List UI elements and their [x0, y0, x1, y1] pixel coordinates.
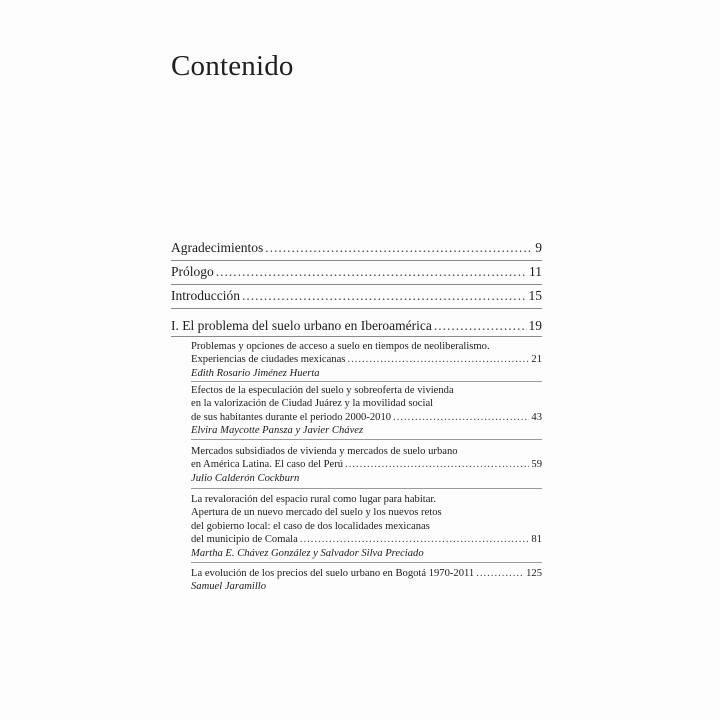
toc-entry-page: 15: [528, 288, 542, 303]
toc-article-line: Efectos de la especulación del suelo y sobreoferta de vivienda: [191, 385, 454, 396]
dot-leader: [347, 353, 529, 366]
toc-article-text: del municipio de Comala: [191, 534, 298, 546]
toc-entry-introduccion[interactable]: [171, 288, 542, 304]
toc-article-1[interactable]: [191, 340, 542, 380]
toc-article-line: Mercados subsidiados de vivienda y mercados de suelo urbano: [191, 446, 458, 457]
divider: [171, 336, 542, 337]
toc-chapter-label: I. El problema del suelo urbano en Iberoamérica: [171, 318, 432, 333]
dot-leader: [242, 288, 527, 304]
toc-entry-label: Prólogo: [171, 264, 214, 279]
dot-leader: [345, 458, 529, 471]
toc-article-last-line: [191, 458, 542, 471]
toc-entry-label: Agradecimientos: [171, 240, 264, 255]
toc-article-author: Edith Rosario Jiménez Huerta: [191, 367, 320, 379]
toc-article-text: de sus habitantes durante el periodo 2000-2010: [191, 411, 392, 423]
dot-leader: [216, 264, 527, 280]
toc-article-4[interactable]: [191, 493, 542, 560]
dot-leader: [300, 533, 530, 546]
toc-article-line: en la valorización de Ciudad Juárez y la movilidad social: [191, 398, 434, 410]
toc-article-page: 43: [531, 411, 542, 423]
dot-leader: [434, 318, 527, 334]
divider: [171, 308, 542, 309]
toc-article-last-line: [191, 353, 542, 366]
toc-article-3[interactable]: [191, 445, 542, 485]
divider: [191, 562, 542, 563]
toc-article-last-line: [191, 411, 542, 424]
toc-article-line: Problemas y opciones de acceso a suelo en tiempos de neoliberalismo.: [191, 341, 490, 352]
toc-entry-agradecimientos[interactable]: [171, 240, 542, 256]
toc-article-line: del gobierno local: el caso de dos localidades mexicanas: [191, 520, 430, 532]
toc-article-last-line: [191, 533, 542, 546]
toc-article-author: Samuel Jaramillo: [191, 581, 267, 593]
divider: [191, 439, 542, 440]
dot-leader: [476, 567, 524, 580]
toc-chapter-page: 19: [528, 318, 542, 333]
toc-entry-page: 11: [529, 264, 542, 279]
divider: [191, 381, 542, 382]
toc-entry-page: 9: [535, 240, 542, 255]
toc-article-text: en América Latina. El caso del Perú: [191, 459, 344, 471]
toc-entry-prologo[interactable]: [171, 264, 542, 280]
toc-article-2[interactable]: [191, 384, 542, 438]
toc-chapter-1[interactable]: [171, 318, 542, 334]
toc-article-page: 125: [526, 568, 542, 579]
toc-article-5[interactable]: [191, 567, 542, 594]
divider: [171, 284, 542, 285]
toc-article-page: 21: [531, 354, 542, 366]
toc-article-page: 81: [531, 534, 542, 546]
toc-article-author: Julio Calderón Cockburn: [191, 472, 300, 484]
toc-article-line: La revaloración del espacio rural como lugar para habitar.: [191, 494, 437, 505]
toc-article-line: Apertura de un nuevo mercado del suelo y los nuevos retos: [191, 507, 442, 519]
divider: [191, 488, 542, 489]
toc-article-author: Martha E. Chávez González y Salvador Silva Preciado: [191, 547, 424, 559]
toc-entry-label: Introducción: [171, 288, 240, 303]
dot-leader: [393, 411, 529, 424]
toc-article-page: 59: [531, 459, 542, 471]
divider: [171, 260, 542, 261]
toc-article-author: Elvira Maycotte Pansza y Javier Chávez: [191, 425, 364, 437]
dot-leader: [265, 240, 533, 256]
toc-article-last-line: [191, 567, 542, 580]
toc-article-text: La evolución de los precios del suelo urbano en Bogotá 1970-2011: [191, 568, 475, 579]
page-title: Contenido: [171, 50, 294, 82]
toc-article-text: Experiencias de ciudades mexicanas: [191, 354, 346, 366]
